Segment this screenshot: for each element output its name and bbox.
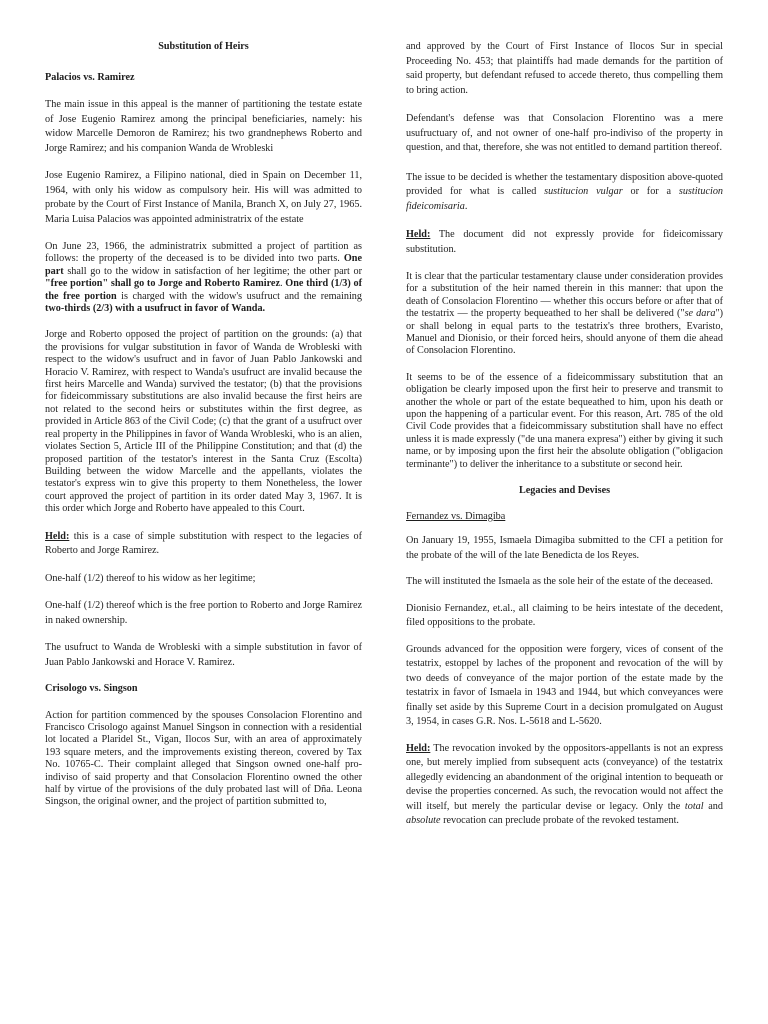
left-column xyxy=(45,40,362,809)
paragraph-testamentary-clause: It is clear that the particular testamentary clause under consideration provides for a substitution of the heir named therein in this manner: that upon the death of Consolacion Florentino — whether this occurs before or after that of the testatrix — the property bequeathed to her shall be delivered ("se dara") or shall belong in equal parts to the testatrix's three brothers, Evaristo, Manuel and Dionisio, or their forced heirs, should anyone of them die ahead of Consolacion Florentino. xyxy=(406,271,723,357)
paragraph-main-issue: The main issue in this appeal is the manner of partitioning the testate estate of Jose Eugenio Ramirez among the principal beneficiaries, namely: his widow Marcelle Demoron de Ramirez; his two grandnephews Roberto and Jorge Ramirez; and his companion Wanda de Wrobleski xyxy=(45,99,362,154)
paragraph-opposition-grounds: Jorge and Roberto opposed the project of partition on the grounds: (a) that the provisions for vulgar substitution in favor of Wanda de Wrobleski with respect to the widow's usufruct and in favor of Juan Pablo Jankowski and Horacio V. Ramirez, with respect to Wanda's usufruct are invalid because the first heirs Marcelle and Wanda) survived the testator; (b) that the provisions for fideicommissary substitutions are also invalid because the first heirs are not related to the second heirs or substitutes within the first degree, as provided in Article 863 of the Civil Code; (c) that the grant of a usufruct over real property in the Philippines in favor of Wanda Wrobleski, who is an alien, violates Section 5, Article III of the Philippine Constitution; and that (d) the proposed partition of the testator's interest in the Santa Cruz (Escolta) Building between the widow Marcelle and the appellants, violates the testator's express win to give this property to them Nonetheless, the lower court approved the project of partition in its order dated May 3, 1967. It is this order which Jorge and Roberto have appealed to this Court. xyxy=(45,329,362,515)
paragraph-grounds: Grounds advanced for the opposition were forgery, vices of consent of the testatrix, estoppel by laches of the proponent and revocation of the will by two deeds of conveyance of the major portion of the estate made by the testatrix in favor of Ismaela in 1943 and 1944, but which conveyances were finally set aside by this Supreme Court in a decision promulgated on August 3, 1954, in cases G.R. Nos. L-5618 and L-5620. xyxy=(406,643,723,728)
page-title: Substitution of Heirs xyxy=(158,41,249,52)
paragraph-fideicommissary-essence: It seems to be of the essence of a fideicommissary substitution that an obligation be clearly imposed upon the first heir to preserve and transmit to another the whole or part of the estate bequeathed to him, upon his death or upon the happening of a particular event. For this reason, Art. 785 of the old Civil Code provides that a fideicommissary substitution shall have no effect unless it is made expressly ("de una manera expresa") either by giving it such name, or by imposing upon the first heir the absolute obligation ("obligacion terminante") to deliver the inheritance to a substitute or second heir. xyxy=(406,371,723,470)
paragraph-widow-legitime: One-half (1/2) thereof to his widow as her legitime; xyxy=(45,572,256,584)
paragraph-project-of-partition: On June 23, 1966, the administratrix submitted a project of partition as follows: the property of the deceased is to be divided into two parts. One part shall go to the widow in satisfaction of her legitime; the other part or "free portion" shall go to Jorge and Roberto Ramirez. One third (1/3) of the free portion is charged with the widow's usufruct and the remaining two-thirds (2/3) with a usufruct in favor of Wanda. xyxy=(45,241,363,315)
section-title-legacies: Legacies and Devises xyxy=(518,485,611,497)
paragraph-petition-probate: On January 19, 1955, Ismaela Dimagiba submitted to the CFI a petition for the probate of the will of the late Benedicta de los Reyes. xyxy=(406,535,723,561)
paragraph-held-palacios: Held: this is a case of simple substitution with respect to the legacies of Roberto and Jorge Ramirez. xyxy=(45,530,362,557)
paragraph-facts-ramirez: Jose Eugenio Ramirez, a Filipino national, died in Spain on December 11, 1964, with only his widow as compulsory heir. His will was admitted to probate by the Court of First Instance of Manila, Branch X, on July 27, 1965. Maria Luisa Palacios was appointed administratrix of the estate xyxy=(45,170,362,225)
paragraph-approved-by-court: and approved by the Court of First Instance of Ilocos Sur in special Proceeding No. 453; that plaintiffs had made demands for the partition of said property, but defendant refused to accede thereto, thus compelling them to bring action. xyxy=(406,41,723,96)
case-title-crisologo: Crisologo vs. Singson xyxy=(45,683,138,695)
paragraph-oppositions: Dionisio Fernandez, et.al., all claiming to be heirs intestate of the decedent, filed oppositions to the probate. xyxy=(406,602,723,629)
case-title-palacios: Palacios vs. Ramirez xyxy=(45,71,135,83)
paragraph-issue: The issue to be decided is whether the testamentary disposition above-quoted provided for what is called sustitucion vulgar or for a sustitucion fideicomisaria. xyxy=(406,171,724,212)
paragraph-held-crisologo: Held: The document did not expressly provide for fideicomissary substitution. xyxy=(406,229,723,255)
paragraph-defendant-defense: Defendant's defense was that Consolacion Florentino was a mere usufructuary of, and not owner of one-half pro-indiviso of the property in question, and that, therefore, she was not entitled to demand partition thereof. xyxy=(406,113,723,153)
paragraph-sole-heir: The will instituted the Ismaela as the sole heir of the estate of the deceased. xyxy=(406,576,713,588)
paragraph-usufruct-wanda: The usufruct to Wanda de Wrobleski with a simple substitution in favor of Juan Pablo Jankowski and Horace V. Ramirez. xyxy=(45,642,362,668)
right-column xyxy=(406,40,723,829)
paragraph-free-portion: One-half (1/2) thereof which is the free portion to Roberto and Jorge Ramirez in naked ownership. xyxy=(45,600,362,626)
paragraph-held-fernandez: Held: The revocation invoked by the oppositors-appellants is not an express one, but merely implied from subsequent acts (conveyance) of the testatrix allegedly evidencing an abandonment of the original intention to bequeath or devise the properties concerned. As such, the revocation would not affect the will itself, but merely the particular devise or legacy. Only the total and absolute revocation can preclude probate of the revoked testament. xyxy=(406,742,723,827)
paragraph-action-for-partition: Action for partition commenced by the spouses Consolacion Florentino and Francisco Crisologo against Manuel Singson in connection with a residential lot located a Plaridel St., Vigan, Ilocos Sur, with an area of approximately 193 square meters, and the improvements existing thereon, covered by Tax No. 10765-C. Their complaint alleged that Singson owned one-half pro-indiviso of said property and that Consolacion Florentino owned the other half by virtue of the provisions of the duly probated last will of Dña. Leona Singson, the original owner, and the project of partition submitted to, xyxy=(45,709,362,808)
case-title-fernandez: Fernandez vs. Dimagiba xyxy=(406,510,506,522)
held-label: Held: xyxy=(406,229,431,240)
held-label: Held: xyxy=(45,530,70,542)
held-label: Held: xyxy=(406,742,431,754)
